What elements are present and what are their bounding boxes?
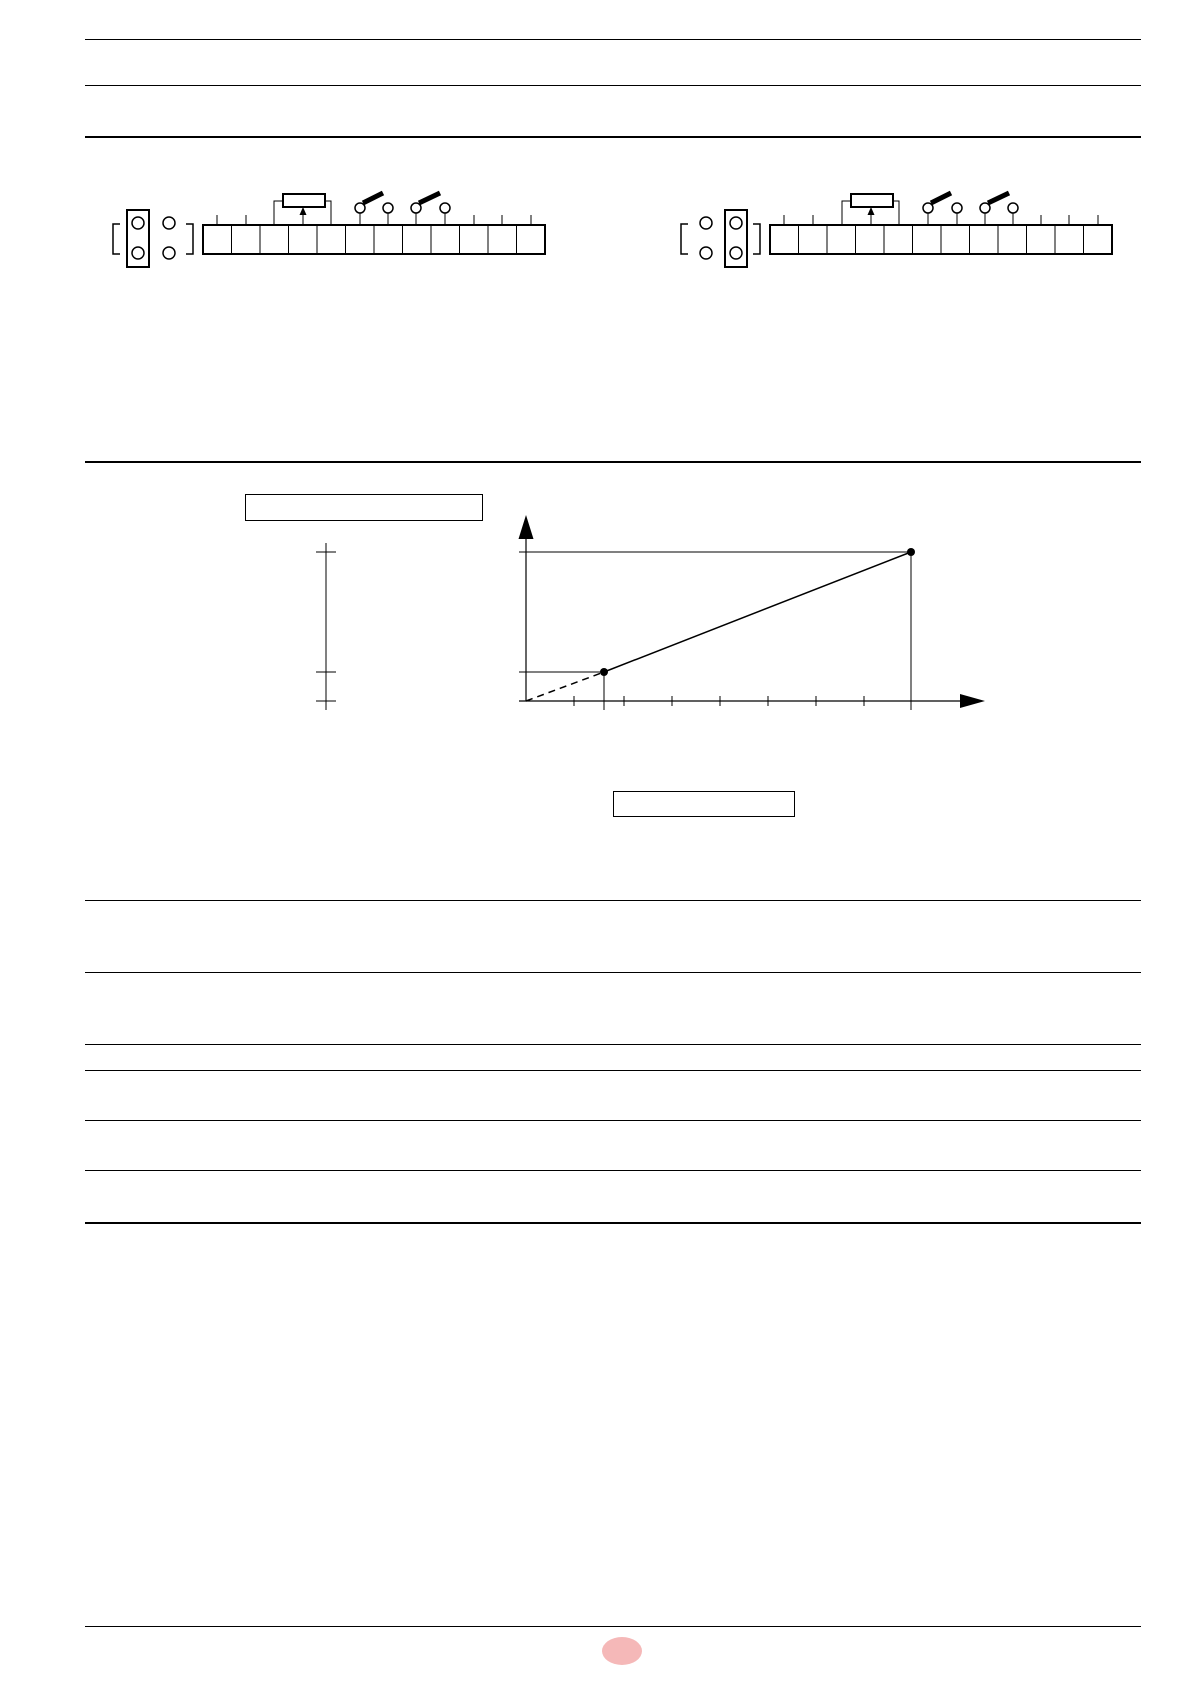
potentiometer-wiper-arrow: [300, 207, 307, 215]
switch-leads: [360, 213, 388, 225]
dashed-extension: [526, 672, 604, 701]
jumper-pin: [730, 217, 742, 229]
potentiometer-body: [283, 194, 325, 207]
jumper-pin: [132, 247, 144, 259]
jumper-pin: [730, 247, 742, 259]
label-box-bottom: [613, 791, 795, 817]
x-axis-arrow: [960, 694, 985, 708]
switch-contact: [411, 203, 421, 213]
terminal-dividers: [799, 225, 1084, 254]
wiring-diagram-right: [681, 193, 1112, 267]
vertical-scale: [316, 543, 336, 710]
switch-contact: [355, 203, 365, 213]
switch-leads: [985, 213, 1013, 225]
switch-contact: [440, 203, 450, 213]
potentiometer-wiper-arrow: [868, 207, 875, 215]
jumper-bracket-right: [753, 224, 760, 254]
switch-contact: [1008, 203, 1018, 213]
terminal-leads: [784, 215, 1098, 225]
potentiometer-body: [851, 194, 893, 207]
jumper-pin: [163, 217, 175, 229]
switch-lever: [363, 193, 383, 203]
switch-lever: [419, 193, 440, 203]
data-point-low: [600, 668, 608, 676]
characteristic-line: [604, 552, 911, 672]
switch-contact: [952, 203, 962, 213]
lower-reference-line: [526, 672, 604, 710]
terminal-dividers: [232, 225, 517, 254]
jumper-pin: [163, 247, 175, 259]
switch-contact: [383, 203, 393, 213]
y-axis-arrow: [519, 515, 534, 539]
switch-lever: [988, 193, 1009, 203]
switch-contact: [923, 203, 933, 213]
wiring-diagram-left: [113, 193, 545, 267]
data-point-high: [907, 548, 915, 556]
switch-contact: [980, 203, 990, 213]
jumper-bracket-left: [113, 224, 120, 254]
jumper-pin: [700, 247, 712, 259]
upper-reference-line: [526, 552, 911, 710]
jumper-pin: [700, 217, 712, 229]
jumper-pin: [132, 217, 144, 229]
label-box-top: [245, 494, 483, 521]
switch-leads: [928, 213, 957, 225]
switch-lever: [931, 193, 951, 203]
page-number-badge: [602, 1637, 642, 1665]
terminal-leads: [217, 215, 531, 225]
jumper-bracket-right: [186, 224, 193, 254]
jumper-bracket-left: [681, 224, 688, 254]
switch-leads: [416, 213, 445, 225]
graph: [519, 515, 986, 710]
